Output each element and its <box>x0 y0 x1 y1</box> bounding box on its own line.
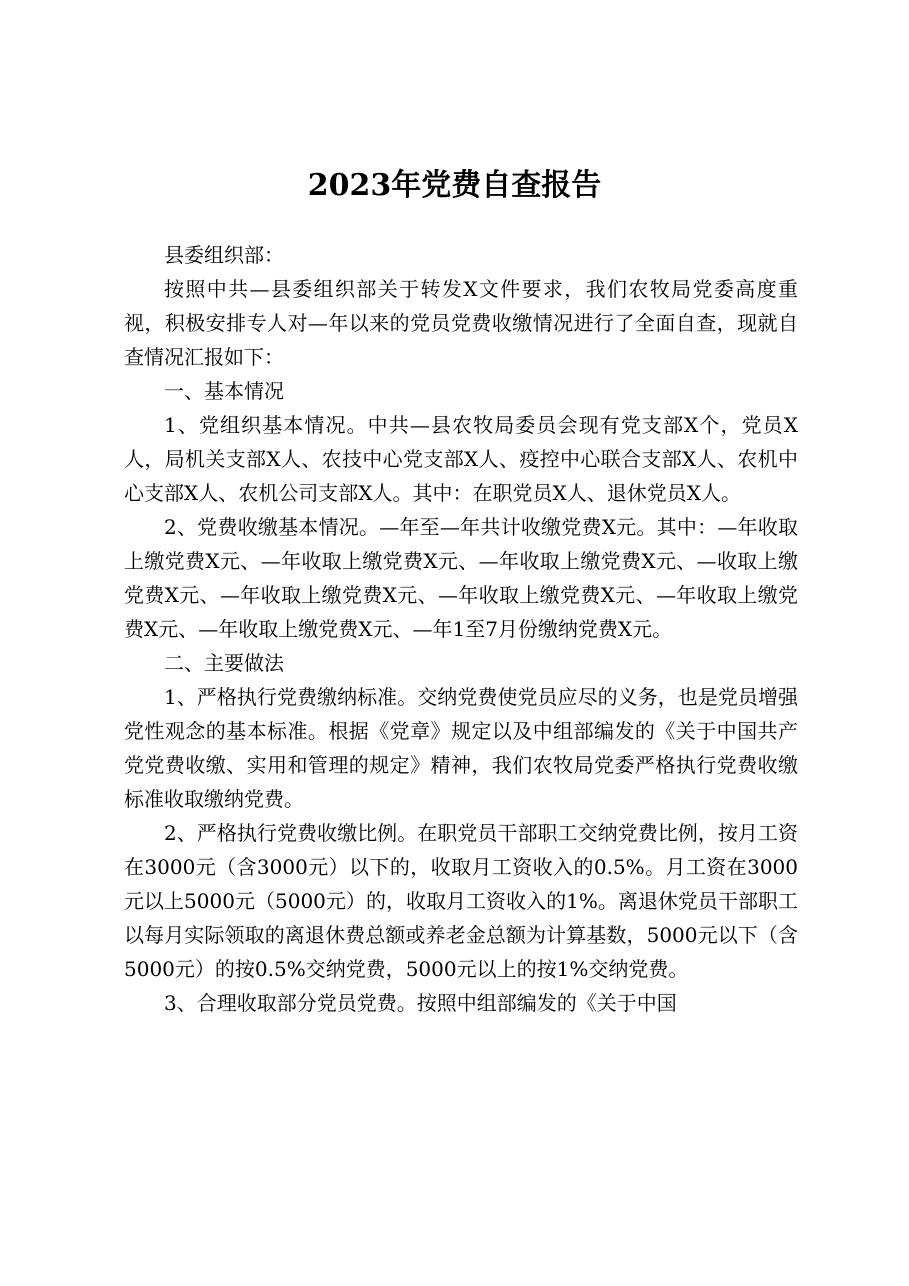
paragraph-ratio: 2、严格执行党费收缴比例。在职党员干部职工交纳党费比例，按月工资在3000元（含3000元）以下的，收取月工资收入的0.5%。月工资在3000元以上5000元（5000元）的，收取月工资收入的1%。离退休党员干部职工以每月实际领取的离退休费总额或养老金总额为计算基数，5000元以下（含5000元）的按0.5%交纳党费，5000元以上的按1%交纳党费。 <box>124 821 798 981</box>
paragraph-partial: 3、合理收取部分党员党费。按照中组部编发的《关于中国 <box>164 991 677 1015</box>
document-title: 2023年党费自查报告 <box>307 168 602 203</box>
paragraph-fee-collection: 2、党费收缴基本情况。—年至—年共计收缴党费X元。其中：—年收取上缴党费X元、—年收取上缴党费X元、—年收取上缴党费X元、—收取上缴党费X元、—年收取上缴党费X元、—年收取上缴党费X元、—年收取上缴党费X元、—年收取上缴党费X元、—年1至7月份缴纳党费X元。 <box>124 515 798 641</box>
section-heading-practices: 二、主要做法 <box>164 651 284 675</box>
paragraph-org-info: 1、党组织基本情况。中共—县农牧局委员会现有党支部X个，党员X人，局机关支部X人、农技中心党支部X人、疫控中心联合支部X人、农机中心支部X人、农机公司支部X人。其中：在职党员X人、退休党员X人。 <box>124 413 798 505</box>
document-body <box>124 238 798 1020</box>
paragraph-standard: 1、严格执行党费缴纳标准。交纳党费使党员应尽的义务，也是党员增强党性观念的基本标准。根据《党章》规定以及中组部编发的《关于中国共产党党费收缴、实用和管理的规定》精神，我们农牧局党委严格执行党费收缴标准收取缴纳党费。 <box>124 685 798 811</box>
section-heading-basic: 一、基本情况 <box>164 379 284 403</box>
intro-paragraph: 按照中共—县委组织部关于转发X文件要求，我们农牧局党委高度重视，积极安排专人对—年以来的党员党费收缴情况进行了全面自查，现就自查情况汇报如下： <box>124 277 798 369</box>
salutation: 县委组织部： <box>164 243 284 267</box>
